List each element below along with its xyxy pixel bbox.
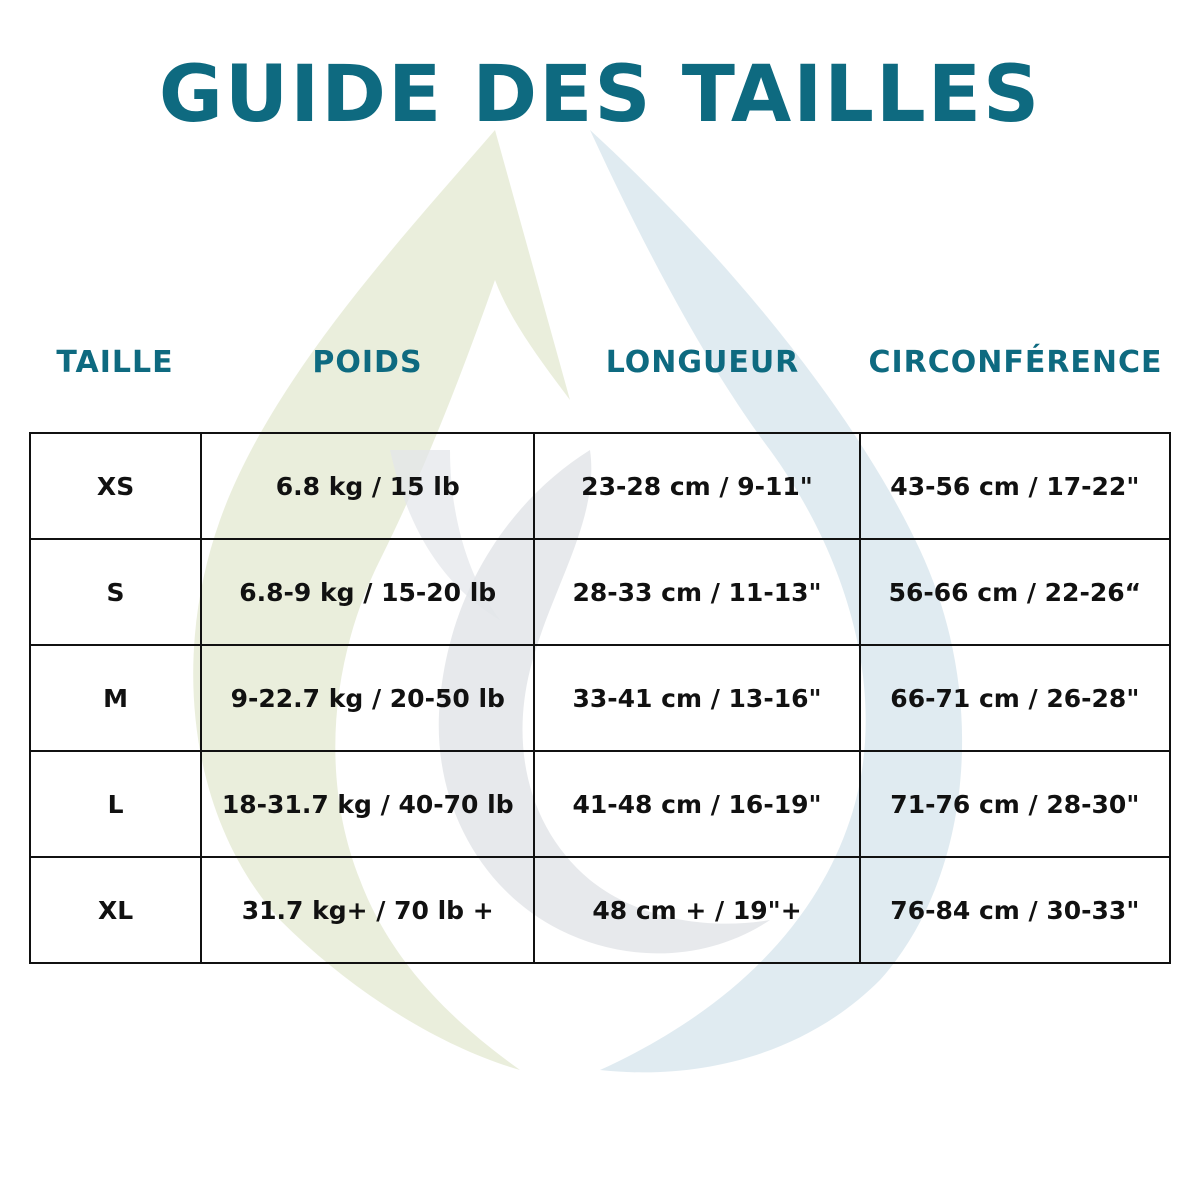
table-row — [30, 645, 1170, 751]
cell-poids: 18-31.7 kg / 40-70 lb — [201, 751, 534, 857]
cell-taille: M — [30, 645, 201, 751]
page-title: GUIDE DES TAILLES — [158, 50, 1042, 140]
cell-circonference: 56-66 cm / 22-26“ — [860, 539, 1170, 645]
cell-taille: XL — [30, 857, 201, 963]
cell-longueur: 48 cm + / 19"+ — [534, 857, 859, 963]
column-header-longueur: LONGUEUR — [605, 345, 800, 380]
cell-poids: 6.8-9 kg / 15-20 lb — [201, 539, 534, 645]
table-row — [30, 433, 1170, 539]
column-header-circonference: CIRCONFÉRENCE — [868, 345, 1163, 380]
cell-circonference: 71-76 cm / 28-30" — [860, 751, 1170, 857]
size-table — [29, 432, 1171, 964]
column-header-taille: TAILLE — [56, 345, 174, 380]
cell-taille: XS — [30, 433, 201, 539]
cell-longueur: 28-33 cm / 11-13" — [534, 539, 859, 645]
cell-taille: L — [30, 751, 201, 857]
cell-longueur: 41-48 cm / 16-19" — [534, 751, 859, 857]
table-row — [30, 539, 1170, 645]
table-row — [30, 751, 1170, 857]
cell-taille: S — [30, 539, 201, 645]
table-row — [30, 857, 1170, 963]
cell-circonference: 66-71 cm / 26-28" — [860, 645, 1170, 751]
cell-circonference: 43-56 cm / 17-22" — [860, 433, 1170, 539]
cell-longueur: 33-41 cm / 13-16" — [534, 645, 859, 751]
cell-poids: 31.7 kg+ / 70 lb + — [201, 857, 534, 963]
cell-poids: 6.8 kg / 15 lb — [201, 433, 534, 539]
cell-circonference: 76-84 cm / 30-33" — [860, 857, 1170, 963]
cell-longueur: 23-28 cm / 9-11" — [534, 433, 859, 539]
column-header-poids: POIDS — [312, 345, 423, 380]
cell-poids: 9-22.7 kg / 20-50 lb — [201, 645, 534, 751]
